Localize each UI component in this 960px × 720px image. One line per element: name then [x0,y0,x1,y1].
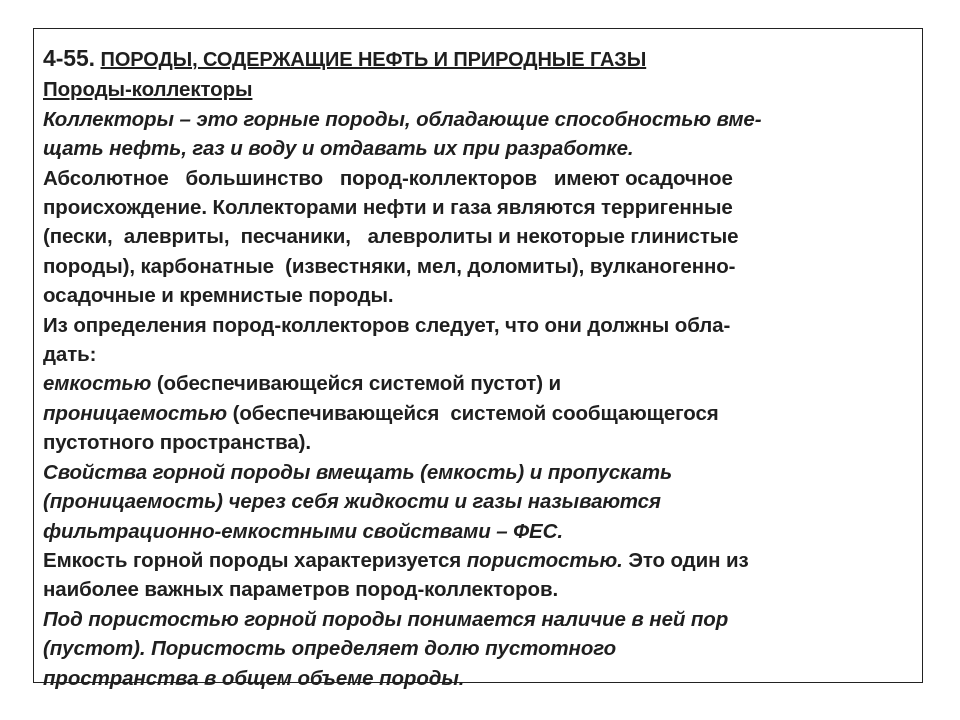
text-line [43,605,913,634]
text-segment: породы), карбонатные (известняки, мел, доломиты), вулканогенно- [43,254,736,278]
text-segment: Свойства горной породы вмещать (емкость) и пропускать [43,460,673,484]
text-segment: (пески, алевриты, песчаники, алевролиты и некоторые глинистые [43,225,739,249]
text-line [43,634,913,663]
text-segment: Абсолютное большинство пород-коллекторов имеют осадочное [43,166,733,190]
text-segment: (пустот). Пористость определяет долю пустотного [43,637,617,661]
text-segment: емкостью [43,372,152,396]
text-line [43,340,913,369]
text-line [43,458,913,487]
text-line [43,546,913,575]
text-line [43,164,913,193]
text-segment: Емкость горной породы характеризуется [43,548,467,572]
text-segment: происхождение. Коллекторами нефти и газа являются терригенные [43,196,733,220]
text-line [43,369,913,398]
text-line [43,281,913,310]
text-segment: фильтрационно-емкостными свойствами – ФЕС. [43,519,563,543]
text-segment: осадочные и кремнистые породы. [43,284,394,308]
text-line [43,664,913,693]
text-segment: (обеспечивающейся системой сообщающегося [227,401,719,425]
slide-content [43,44,913,693]
text-segment: пространства в общем объеме породы. [43,666,465,690]
text-segment: Из определения пород-коллекторов следует, что они должны обла- [43,313,731,337]
text-segment: Коллекторы – это горные породы, обладающие способностью вме- [43,107,762,131]
text-line [43,487,913,516]
text-segment: наиболее важных параметров пород-коллекторов. [43,578,559,602]
text-line [43,517,913,546]
text-line [43,399,913,428]
text-line [43,428,913,457]
text-line [43,575,913,604]
text-segment: пористостью. [466,548,623,572]
text-segment: проницаемостью [43,401,228,425]
text-line [43,105,913,134]
slide-subtitle: Породы-коллекторы [43,78,253,102]
text-segment: Это один из [622,548,749,572]
text-segment: Под пористостью горной породы понимается наличие в ней пор [43,607,729,631]
text-line [43,134,913,163]
text-segment: (обеспечивающейся системой пустот) и [151,372,562,396]
text-segment: щать нефть, газ и воду и отдавать их при разработке. [43,137,634,161]
text-segment: дать: [43,343,97,367]
slide-title-text: ПОРОДЫ, СОДЕРЖАЩИЕ НЕФТЬ И ПРИРОДНЫЕ ГАЗЫ [100,49,647,71]
slide-number: 4-55. [43,45,95,71]
body-text [43,105,913,693]
text-segment: (проницаемость) через себя жидкости и газы называются [43,490,661,514]
text-line [43,222,913,251]
text-line [43,311,913,340]
text-line [43,193,913,222]
slide-title [43,44,913,75]
text-segment: пустотного пространства). [43,431,311,455]
text-line [43,252,913,281]
